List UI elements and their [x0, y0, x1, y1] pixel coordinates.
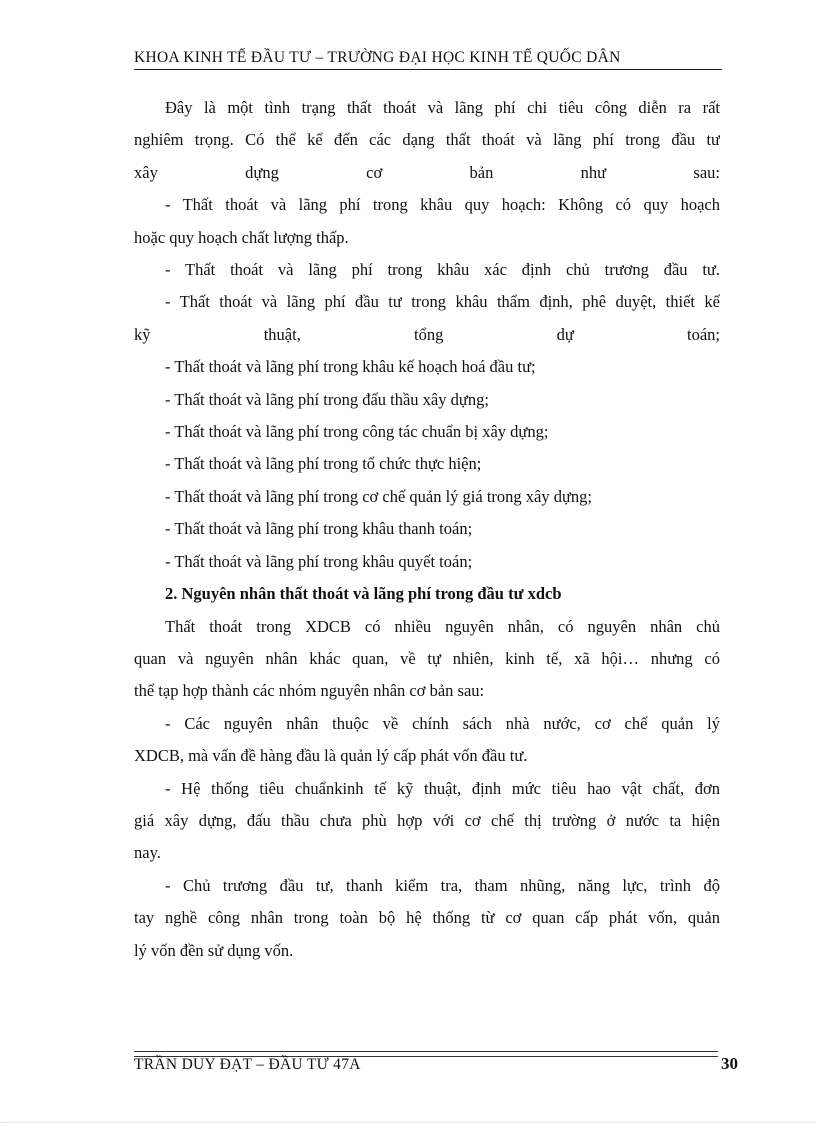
list-item: - Thất thoát và lãng phí trong cơ chế quản lý giá trong xây dựng; [165, 486, 593, 506]
list-item: - Chủ trương đầu tư, thanh kiểm tra, tham nhũng, năng lực, trình độ [165, 875, 720, 895]
list-item: tay nghề công nhân trong toàn bộ hệ thống từ cơ quan cấp phát vốn, quản [134, 908, 720, 928]
document-body [134, 92, 720, 967]
list-item: lý vốn đền sử dụng vốn. [134, 940, 294, 960]
list-item: XDCB, mà vấn đề hàng đầu là quản lý cấp phát vốn đầu tư. [134, 746, 528, 766]
list-item: - Hệ thống tiêu chuẩnkinh tế kỹ thuật, định mức tiêu hao vật chất, đơn [165, 778, 720, 798]
list-item: - Các nguyên nhân thuộc về chính sách nhà nước, cơ chế quản lý [165, 713, 720, 733]
list-item: - Thất thoát và lãng phí trong công tác chuẩn bị xây dựng; [165, 422, 549, 442]
list-item: - Thất thoát và lãng phí trong khâu xác định chủ trương đầu tư. [165, 260, 720, 280]
list-item: giá xây dựng, đấu thầu chưa phù hợp với cơ chế thị trường ở nước ta hiện [134, 810, 720, 830]
list-item: - Thất thoát và lãng phí trong tổ chức thực hiện; [165, 454, 482, 474]
section-heading: 2. Nguyên nhân thất thoát và lãng phí trong đầu tư xdcb [165, 584, 562, 604]
paragraph-line: Thất thoát trong XDCB có nhiều nguyên nhân, có nguyên nhân chủ [165, 616, 720, 636]
list-item: kỹ thuật, tổng dự toán; [134, 324, 720, 344]
paragraph-line: Đây là một tình trạng thất thoát và lãng phí chi tiêu công diễn ra rất [165, 98, 720, 117]
list-item: - Thất thoát và lãng phí trong khâu quy hoạch: Không có quy hoạch [165, 195, 720, 215]
paragraph-line: thể tạp hợp thành các nhóm nguyên nhân cơ bản sau: [134, 681, 485, 701]
list-item: - Thất thoát và lãng phí trong khâu quyết toán; [165, 551, 473, 571]
list-item: - Thất thoát và lãng phí đầu tư trong khâu thẩm định, phê duyệt, thiết kế [165, 292, 720, 312]
list-item: - Thất thoát và lãng phí trong khâu kế hoạch hoá đầu tư; [165, 357, 536, 377]
paragraph-line: quan và nguyên nhân khác quan, về tự nhiên, kinh tế, xã hội… nhưng có [134, 648, 720, 668]
paragraph-line: xây dựng cơ bản như sau: [134, 162, 720, 182]
list-item: nay. [134, 843, 161, 863]
footer-author: TRẦN DUY ĐẠT – ĐẦU TƯ 47A [134, 1056, 361, 1073]
list-item: hoặc quy hoạch chất lượng thấp. [134, 227, 349, 247]
page-number: 30 [721, 1054, 738, 1073]
list-item: - Thất thoát và lãng phí trong khâu thanh toán; [165, 519, 473, 539]
page-header: KHOA KINH TẾ ĐẦU TƯ – TRƯỜNG ĐẠI HỌC KINH TẾ QUỐC DÂN [134, 49, 722, 70]
list-item: - Thất thoát và lãng phí trong đấu thầu xây dựng; [165, 389, 489, 409]
paragraph-line: nghiêm trọng. Có thể kể đến các dạng thất thoát và lãng phí trong đầu tư [134, 130, 720, 150]
